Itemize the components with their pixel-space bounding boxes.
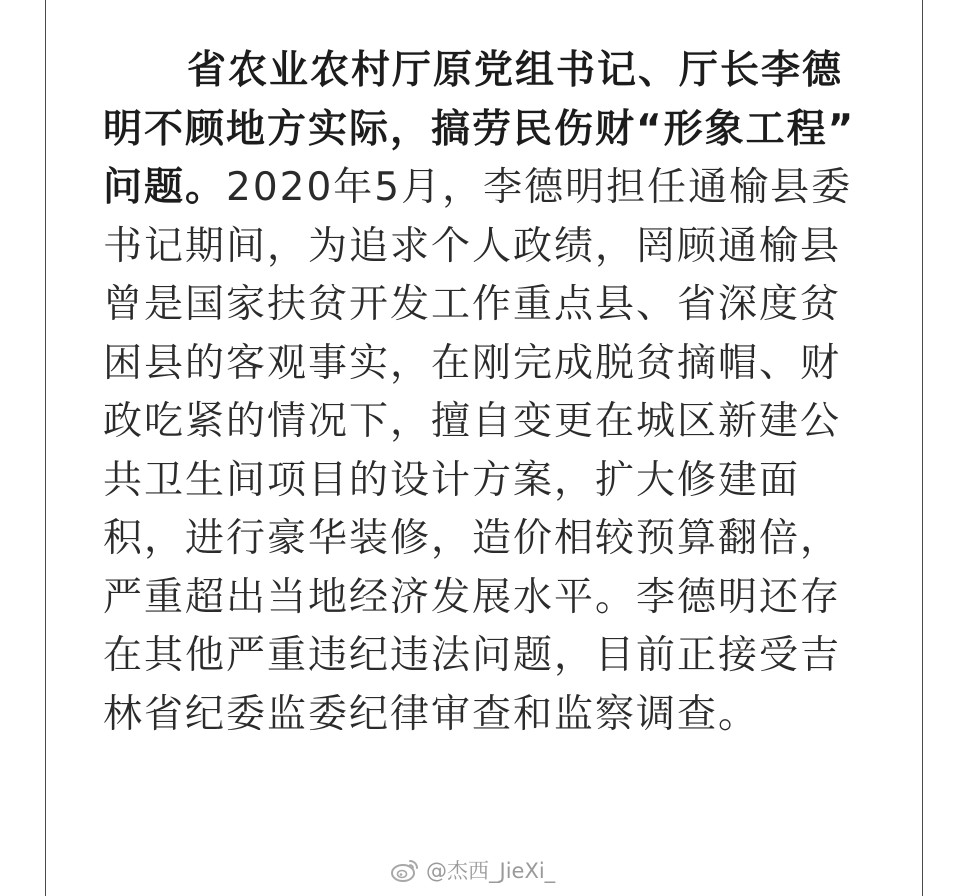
article-line-4: 书记期间，为追求个人政绩，罔顾通榆县 (103, 223, 842, 269)
article-line-5: 曾是国家扶贫开发工作重点县、省深度贫 (103, 282, 842, 327)
article-line-8: 共卫生间项目的设计方案，扩大修建面 (103, 457, 801, 503)
article-line-9: 积，进行豪华装修，造价相较预算翻倍， (103, 516, 842, 561)
article-body (103, 42, 875, 744)
article-line-10: 严重超出当地经济发展水平。李德明还存 (103, 574, 842, 620)
watermark-handle: @杰西_JieXi_ (426, 859, 556, 883)
article-line-7: 政吃紧的情况下，擅自变更在城区新建公 (103, 399, 842, 444)
article-line-3 (103, 159, 875, 218)
left-border-line (45, 0, 46, 896)
article-line-3-rest: 2020年5月，李德明担任通榆县委 (226, 165, 853, 210)
article-line-2: 明不顾地方实际，搞劳民伤财“形象工程” (103, 106, 856, 152)
article-line-12: 林省纪委监委纪律审查和监察调查。 (103, 691, 760, 737)
article-line-6: 困县的客观事实，在刚完成脱贫摘帽、财 (103, 340, 842, 386)
article-line-1: 省农业农村厅原党组书记、厅长李德 (187, 48, 844, 93)
weibo-watermark (390, 855, 555, 885)
right-border-line (922, 0, 923, 896)
article-line-11: 在其他严重违纪违法问题，目前正接受吉 (103, 633, 842, 678)
weibo-logo-icon (390, 857, 420, 883)
article-line-3-lead: 问题。 (103, 165, 227, 210)
